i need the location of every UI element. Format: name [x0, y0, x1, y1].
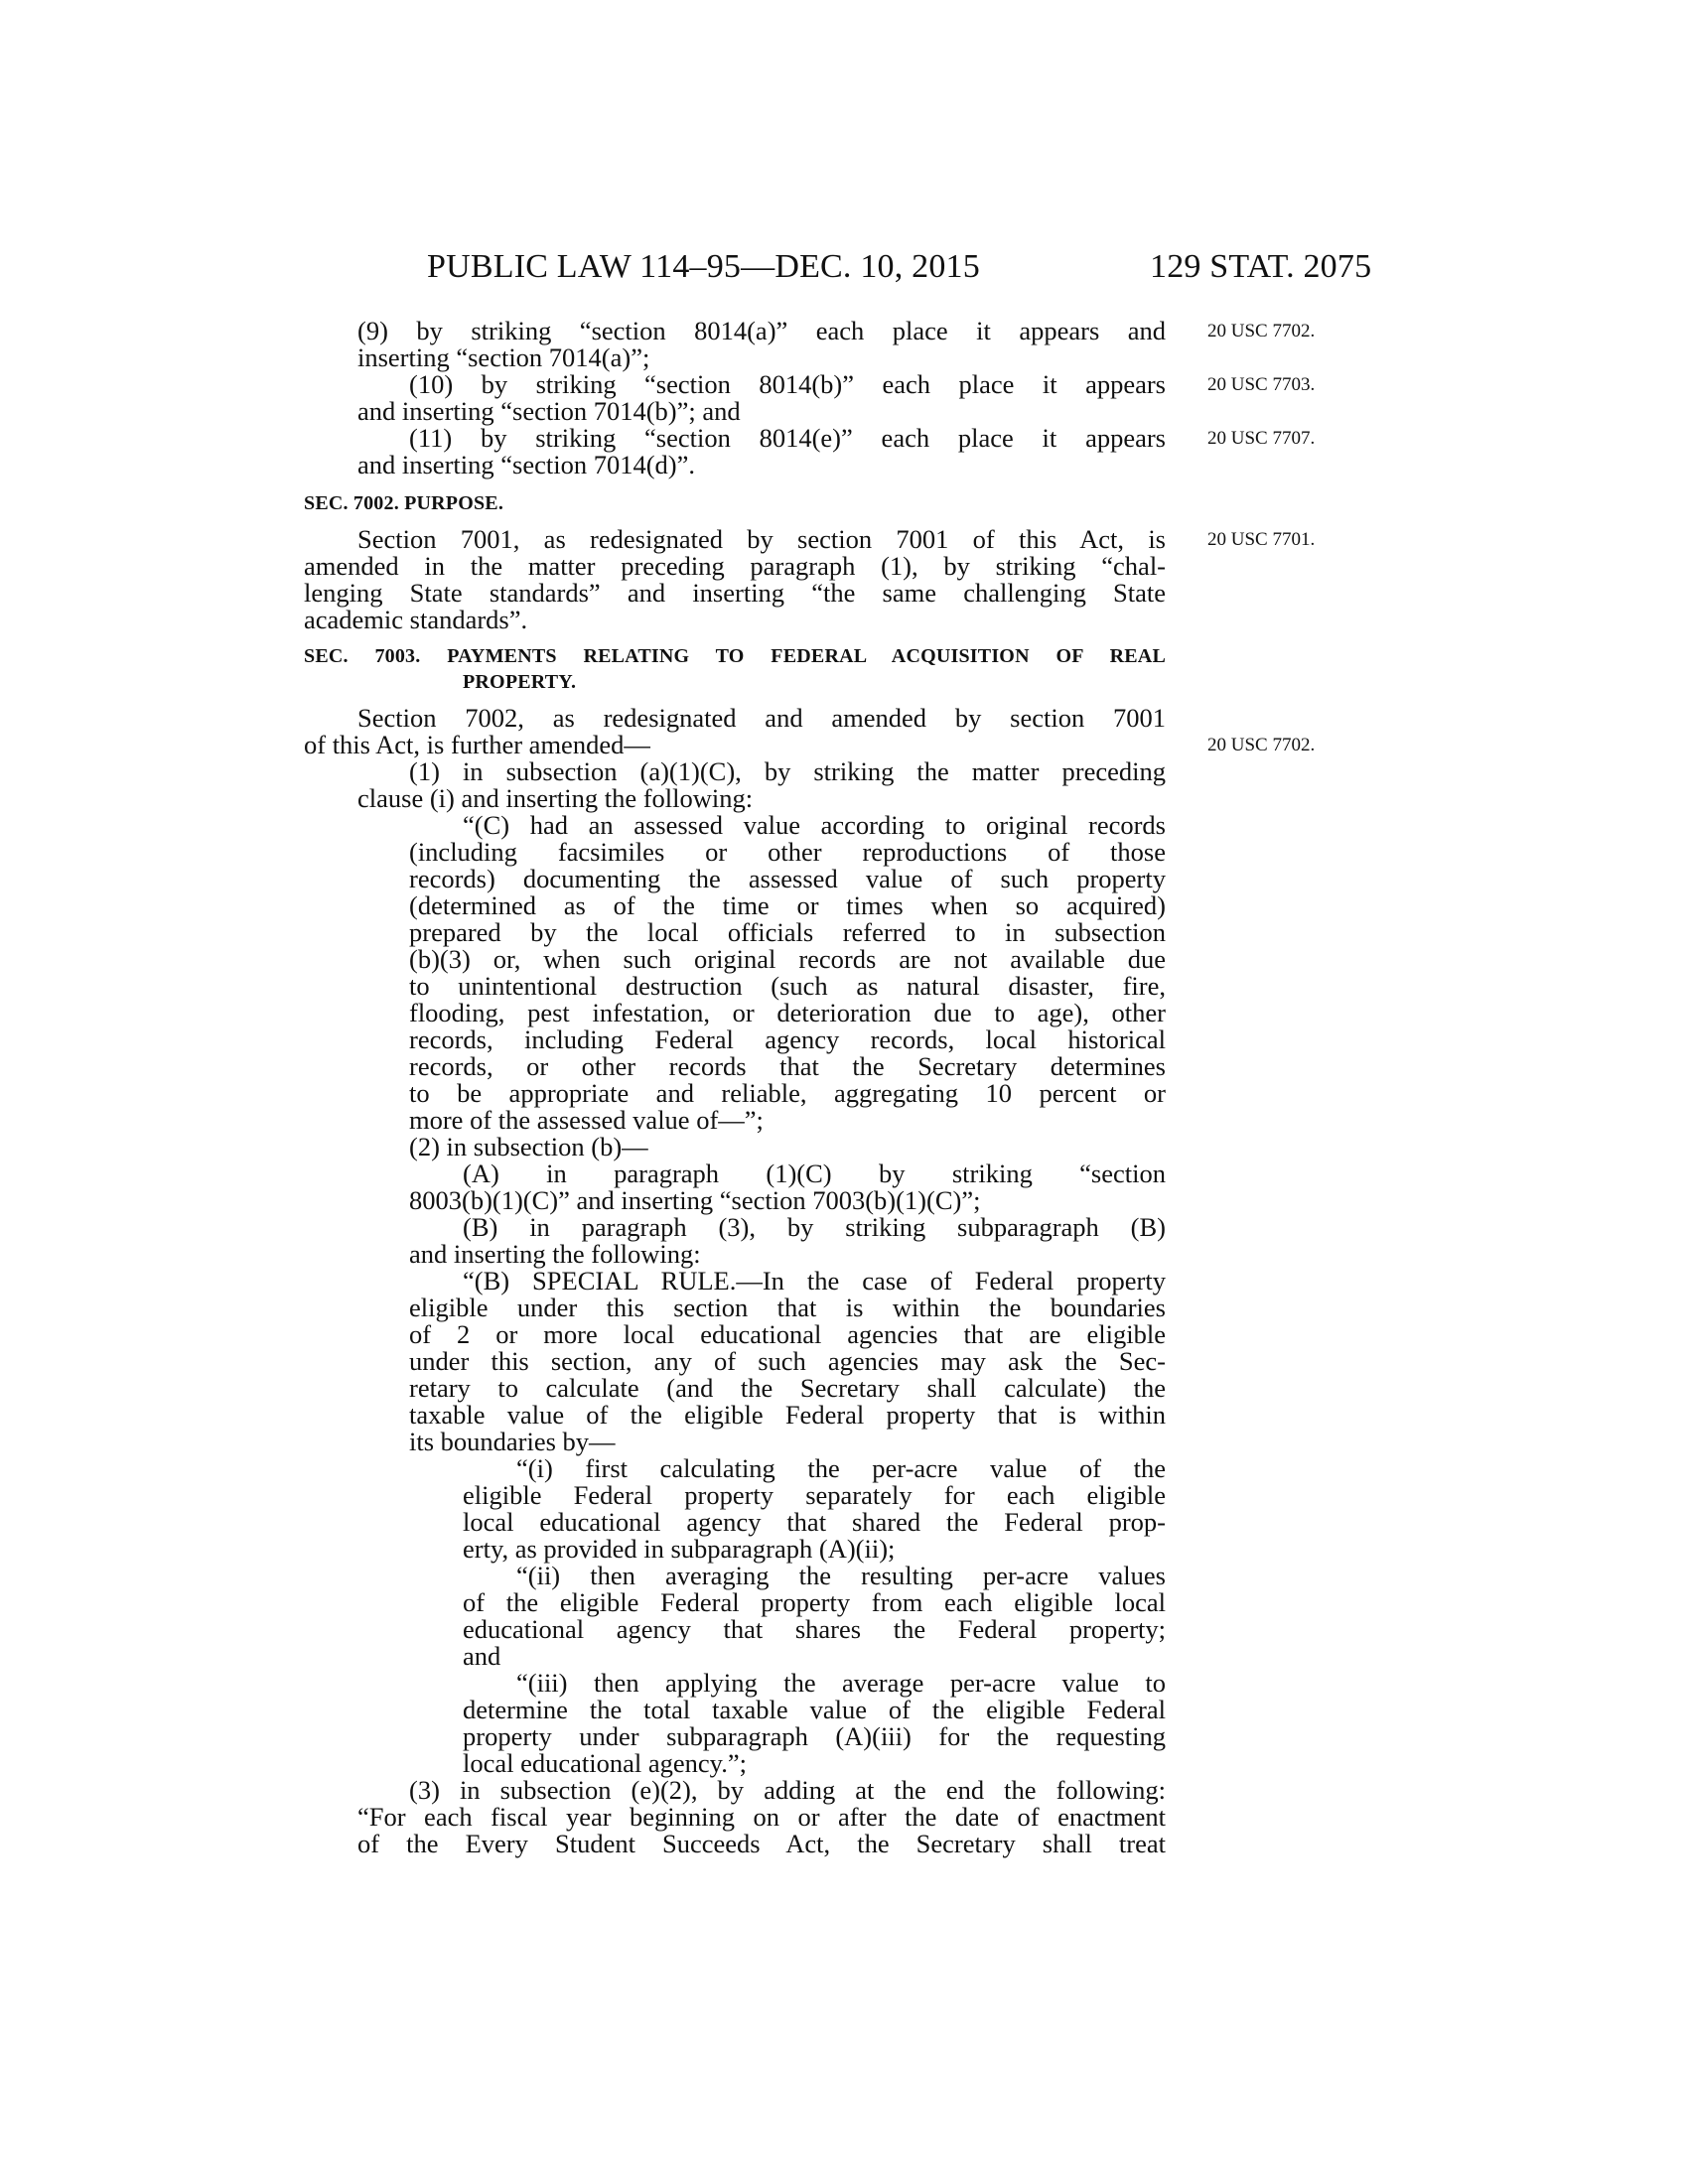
- text-line: of 2 or more local educational agencies that are eligible: [409, 1319, 1166, 1349]
- margin-citation: 20 USC 7701.: [1207, 529, 1316, 550]
- text-line: eligible Federal property separately for each eligible: [463, 1480, 1166, 1510]
- text-line: of the Every Student Succeeds Act, the Secretary shall treat: [357, 1829, 1166, 1858]
- text-line: to unintentional destruction (such as natural disaster, fire,: [409, 971, 1166, 1001]
- section-heading: SEC. 7002. PURPOSE.: [304, 492, 504, 514]
- text-line: more of the assessed value of—”;: [409, 1105, 764, 1135]
- section-heading-continued: PROPERTY.: [463, 671, 577, 693]
- text-line: (1) in subsection (a)(1)(C), by striking the matter preceding: [409, 756, 1166, 786]
- text-line: local educational agency.”;: [463, 1748, 747, 1778]
- margin-citation: 20 USC 7702.: [1207, 321, 1316, 341]
- text-line: Section 7001, as redesignated by section 7001 of this Act, is: [357, 524, 1166, 554]
- text-line: (10) by striking “section 8014(b)” each place it appears: [409, 369, 1166, 399]
- text-line: educational agency that shares the Federal property;: [463, 1614, 1166, 1644]
- text-line: “(B) SPECIAL RULE.—In the case of Federal property: [463, 1266, 1166, 1296]
- text-line: (11) by striking “section 8014(e)” each place it appears: [409, 423, 1166, 453]
- text-line: (2) in subsection (b)—: [409, 1132, 648, 1161]
- text-line: records) documenting the assessed value of such property: [409, 864, 1166, 893]
- text-line: local educational agency that shared the Federal prop-: [463, 1507, 1166, 1537]
- text-line: retary to calculate (and the Secretary shall calculate) the: [409, 1373, 1166, 1403]
- text-line: (determined as of the time or times when so acquired): [409, 890, 1166, 920]
- text-line: (b)(3) or, when such original records are not available due: [409, 944, 1166, 974]
- text-line: property under subparagraph (A)(iii) for the requesting: [463, 1721, 1166, 1751]
- text-line: records, or other records that the Secretary determines: [409, 1051, 1166, 1081]
- text-line: “(i) first calculating the per-acre value of the: [516, 1453, 1166, 1483]
- section-heading: SEC. 7003. PAYMENTS RELATING TO FEDERAL ACQUISITION OF REAL: [304, 645, 1166, 667]
- text-line: (9) by striking “section 8014(a)” each place it appears and: [357, 316, 1166, 345]
- text-line: taxable value of the eligible Federal property that is within: [409, 1400, 1166, 1430]
- page-number: 129 STAT. 2075: [1150, 248, 1372, 285]
- text-line: “(C) had an assessed value according to original records: [463, 810, 1166, 840]
- text-line: Section 7002, as redesignated and amended by section 7001: [357, 703, 1166, 733]
- text-line: and inserting the following:: [409, 1239, 701, 1269]
- text-line: (B) in paragraph (3), by striking subparagraph (B): [463, 1212, 1166, 1242]
- text-line: prepared by the local officials referred to in subsection: [409, 917, 1166, 947]
- text-line: and inserting “section 7014(d)”.: [357, 450, 695, 479]
- margin-citation: 20 USC 7707.: [1207, 428, 1316, 449]
- margin-citation: 20 USC 7703.: [1207, 374, 1316, 395]
- text-line: records, including Federal agency records, local historical: [409, 1024, 1166, 1054]
- text-line: amended in the matter preceding paragraph (1), by striking “chal-: [304, 551, 1166, 581]
- text-line: of the eligible Federal property from each eligible local: [463, 1587, 1166, 1617]
- text-line: of this Act, is further amended—: [304, 730, 650, 759]
- text-line: and: [463, 1641, 501, 1671]
- text-line: to be appropriate and reliable, aggregating 10 percent or: [409, 1078, 1166, 1108]
- text-line: and inserting “section 7014(b)”; and: [357, 396, 741, 426]
- text-line: lenging State standards” and inserting “the same challenging State: [304, 578, 1166, 608]
- text-line: its boundaries by—: [409, 1427, 616, 1456]
- running-header-title: PUBLIC LAW 114–95—DEC. 10, 2015: [427, 248, 980, 285]
- text-line: (3) in subsection (e)(2), by adding at the end the following:: [409, 1775, 1166, 1805]
- text-line: determine the total taxable value of the eligible Federal: [463, 1695, 1166, 1724]
- text-line: 8003(b)(1)(C)” and inserting “section 7003(b)(1)(C)”;: [409, 1185, 981, 1215]
- text-line: flooding, pest infestation, or deterioration due to age), other: [409, 998, 1166, 1027]
- text-line: “(ii) then averaging the resulting per-acre values: [516, 1561, 1166, 1590]
- text-line: under this section, any of such agencies may ask the Sec-: [409, 1346, 1166, 1376]
- text-line: (A) in paragraph (1)(C) by striking “section: [463, 1159, 1166, 1188]
- text-line: inserting “section 7014(a)”;: [357, 342, 650, 372]
- text-line: (including facsimiles or other reproductions of those: [409, 837, 1166, 867]
- margin-citation: 20 USC 7702.: [1207, 735, 1316, 755]
- text-line: “(iii) then applying the average per-acre value to: [516, 1668, 1166, 1698]
- text-line: clause (i) and inserting the following:: [357, 783, 754, 813]
- text-line: eligible under this section that is within the boundaries: [409, 1293, 1166, 1322]
- text-line: erty, as provided in subparagraph (A)(ii);: [463, 1534, 896, 1564]
- text-line: academic standards”.: [304, 605, 528, 634]
- text-line: “For each fiscal year beginning on or after the date of enactment: [357, 1802, 1166, 1832]
